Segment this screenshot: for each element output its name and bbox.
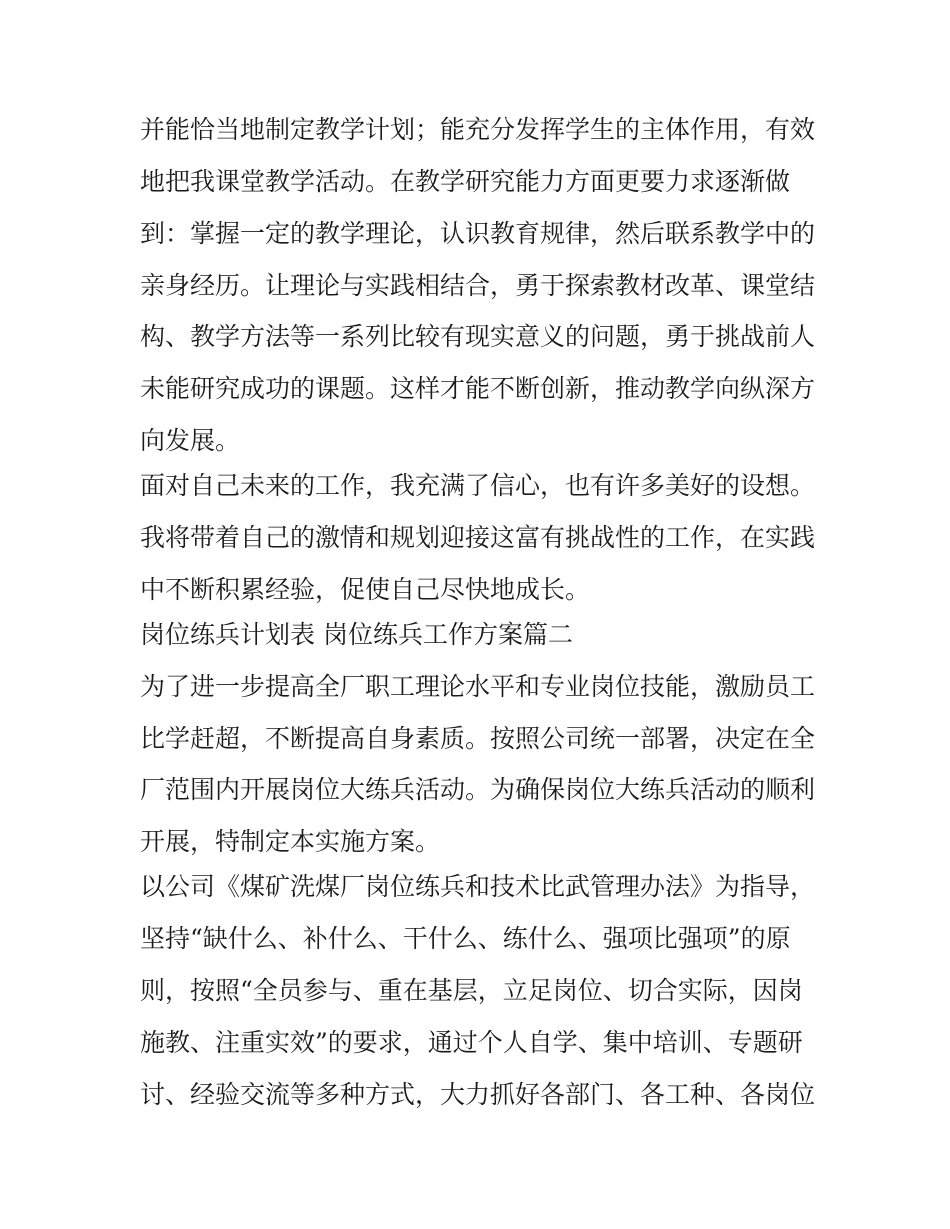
text-line: 讨、经验交流等多种方式，大力抓好各部门、各工种、各岗位 [140,1080,816,1109]
text-line: 我将带着自己的激情和规划迎接这富有挑战性的工作，在实践 [140,523,816,552]
text-line: 并能恰当地制定教学计划；能充分发挥学生的主体作用，有效 [140,115,816,144]
text-line: 中不断积累经验，促使自己尽快地成长。 [140,575,591,604]
text-line: 以公司《煤矿洗煤厂岗位练兵和技术比武管理办法》为指导， [140,872,816,901]
text-line: 比学赶超，不断提高自身素质。按照公司统一部署，决定在全 [140,724,816,753]
section-heading: 岗位练兵计划表 岗位练兵工作方案篇二 [140,620,573,649]
text-line: 面对自己未来的工作，我充满了信心，也有许多美好的设想。 [140,471,816,500]
text-line: 到：掌握一定的教学理论，认识教育规律，然后联系教学中的 [140,219,816,248]
text-line: 施教、注重实效”的要求，通过个人自学、集中培训、专题研 [140,1028,803,1057]
text-line: 为了进一步提高全厂职工理论水平和专业岗位技能，激励员工 [140,672,816,701]
text-line: 厂范围内开展岗位大练兵活动。为确保岗位大练兵活动的顺利 [140,775,816,804]
text-line: 坚持“缺什么、补什么、干什么、练什么、强项比强项”的原 [140,924,791,953]
text-line: 构、教学方法等一系列比较有现实意义的问题，勇于挑战前人 [140,322,816,351]
text-line: 则，按照“全员参与、重在基层，立足岗位、切合实际，因岗 [140,976,803,1005]
text-line: 向发展。 [140,426,241,455]
text-line: 未能研究成功的课题。这样才能不断创新，推动教学向纵深方 [140,374,816,403]
text-line: 亲身经历。让理论与实践相结合，勇于探索教材改革、课堂结 [140,271,816,300]
text-line: 开展，特制定本实施方案。 [140,827,441,856]
text-line: 地把我课堂教学活动。在教学研究能力方面更要力求逐渐做 [140,167,791,196]
